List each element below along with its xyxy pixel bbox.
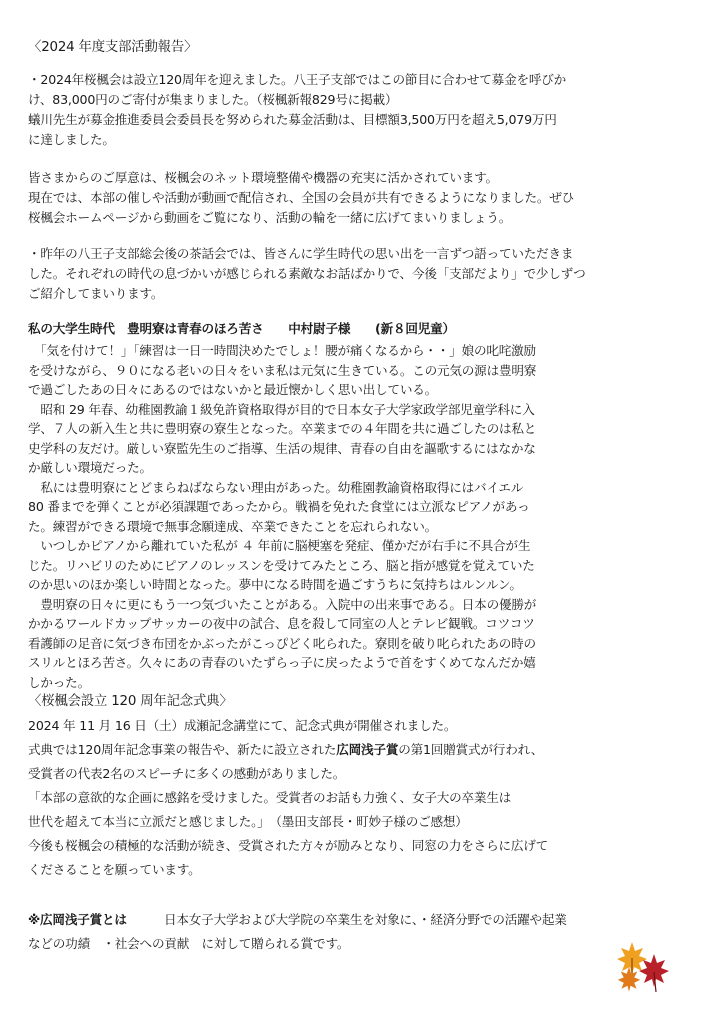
ceremony-line: 今後も桜楓会の積極的な活動が続き、受賞された方々が励みとなり、同窓の力をさらに広げて xyxy=(28,838,549,853)
paragraph-line: ・昨年の八王子支部総会後の茶話会では、皆さんに学生時代の思い出を一言ずつ語っていただきま xyxy=(28,246,574,261)
story-line: 私には豊明寮にとどまらねばならない理由があった。幼稚園教諭資格取得にはバイエル xyxy=(28,479,524,495)
ceremony-quote: 「本部の意欲的な企画に感銘を受けました。受賞者のお話も力強く、女子大の卒業生は xyxy=(28,790,512,805)
paragraph-line: に達しました。 xyxy=(28,132,115,147)
paragraph-line: け、83,000円のご寄付が集まりました。（桜楓新報829号に掲載） xyxy=(28,92,398,107)
award-name: 広岡浅子賞 xyxy=(336,742,399,757)
network-paragraph xyxy=(28,168,696,228)
paragraph-line: した。それぞれの時代の息づかいが感じられる素敵なお話ばかりで、今後「支部だより」で少しずつ xyxy=(28,266,586,281)
ceremony-line: くださることを願っています。 xyxy=(28,862,201,877)
paragraph-line: ご紹介してまいります。 xyxy=(28,286,164,301)
paragraph-line: 皆さまからのご厚意は、桜楓会のネット環境整備や機器の充実に活かされています。 xyxy=(28,170,498,185)
story-line: 「気を付けて！」「練習は一日一時間決めたでしょ！腰が痛くなるから・・」娘の叱咤激励 xyxy=(28,343,536,358)
paragraph-line: 蟻川先生が募金推進委員会委員長を努められた募金活動は、目標額3,500万円を超え5,079万円 xyxy=(28,112,557,127)
story-line: 史学科の友だけ。厳しい寮監先生のご指導、生活の規律、青春の自由を謳歌するにはなかな xyxy=(28,440,536,456)
ceremony-quote: 世代を超えて本当に立派だと感じました。」 （墨田支部長・町妙子様のご感想） xyxy=(28,814,468,829)
award-note-text: 日本女子大学および大学院の卒業生を対象に、・経済分野での活躍や起業 xyxy=(126,912,567,927)
award-note-line: などの功績 ・社会への貢献 に対して贈られる賞です。 xyxy=(28,936,350,951)
story-line: いつしかピアノから離れていた私が ４ 年前に脳梗塞を発症、僅かだが右手に不具合が生 xyxy=(28,538,531,553)
ceremony-date: 2024 年 11 月 16 日（土）成瀬記念講堂にて、記念式典が開催されました。 xyxy=(28,718,457,733)
story-line: のか思いのほか楽しい時間となった。夢中になる時間を過ごすうちに気持ちはルンルン。 xyxy=(28,577,522,592)
story-line: を受けながら、９０になる老いの日々をいま私は元気に生きている。この元気の源は豊明寮 xyxy=(28,362,537,378)
maple-leaf-small xyxy=(618,967,641,992)
ceremony-paragraph xyxy=(28,714,696,882)
ceremony-line-text: 式典では120周年記念事業の報告や、新たに設立された xyxy=(28,742,337,757)
story-line: た。練習ができる環境で無事念願達成、卒業できたことを忘れられない。 xyxy=(28,518,437,534)
report-title: 〈2024 年度支部活動報告〉 xyxy=(28,40,198,55)
paragraph-line: 現在では、本部の催しや活動が動画で配信され、全国の会員が共有できるようになりました。ぜひ xyxy=(28,190,575,205)
story-line: で過ごしたあの日々にあるのではないかと最近懐かしく思い出している。 xyxy=(28,382,437,397)
tea-party-paragraph xyxy=(28,244,696,304)
story-line: 80 番までを弾くことが必須課題であったから。戦禍を免れた食堂には立派なピアノがあっ xyxy=(28,499,530,514)
award-note-label: ※広岡浅子賞とは xyxy=(28,912,127,927)
ceremony-title: 〈桜楓会設立 120 周年記念式典〉 xyxy=(28,694,233,709)
story-line: 学、７人の新入生と共に豊明寮の寮生となった。卒業までの４年間を共に過ごしたのは私と xyxy=(28,421,537,436)
paragraph-line: 桜楓会ホームページから動画をご覧になり、活動の輪を一緒に広げてまいりましょう。 xyxy=(28,210,512,225)
ceremony-line xyxy=(28,738,696,762)
autumn-leaves-icon xyxy=(612,938,676,998)
story-line: 看護師の足音に気づき布団をかぶったがこっぴどく叱られた。寮則を破り叱られたあの時の xyxy=(28,635,536,651)
fundraising-paragraph xyxy=(28,70,696,150)
story-line: じた。リハビリのためにピアノのレッスンを受けてみたところ、脳と指が感覚を覚えていた xyxy=(28,557,535,573)
story-line: かかるワールドカップサッカーの夜中の試合、息を殺して同室の人とテレビ観戦。コツコツ xyxy=(28,616,535,631)
story-line: しかった。 xyxy=(28,674,90,690)
story-line: か厳しい環境だった。 xyxy=(28,460,152,475)
ceremony-line-text: の第1回贈賞式が行われ、 xyxy=(398,742,544,757)
story-line: 昭和 29 年春、幼稚園教諭１級免許資格取得が目的で日本女子大学家政学部児童学科に入 xyxy=(28,401,535,417)
story-line: 豊明寮の日々に更にもう一つ気づいたことがある。入院中の出来事である。日本の優勝が xyxy=(28,596,537,612)
ceremony-line: 受賞者の代表2名のスピーチに多くの感動がありました。 xyxy=(28,766,346,781)
story-line: スリルとほろ苦さ。久々にあの青春のいたずらっ子に戻ったようで首をすくめてなんだか嬉 xyxy=(28,655,536,670)
paragraph-line: ・2024年桜楓会は設立120周年を迎えました。八王子支部ではこの節目に合わせて募金を呼びか xyxy=(28,72,567,87)
award-note xyxy=(28,908,696,956)
award-note-line xyxy=(28,908,696,932)
story-heading: 私の大学生時代 豊明寮は青春のほろ苦さ 中村尉子様 (新８回児童） xyxy=(28,321,455,336)
story-body xyxy=(28,341,696,692)
